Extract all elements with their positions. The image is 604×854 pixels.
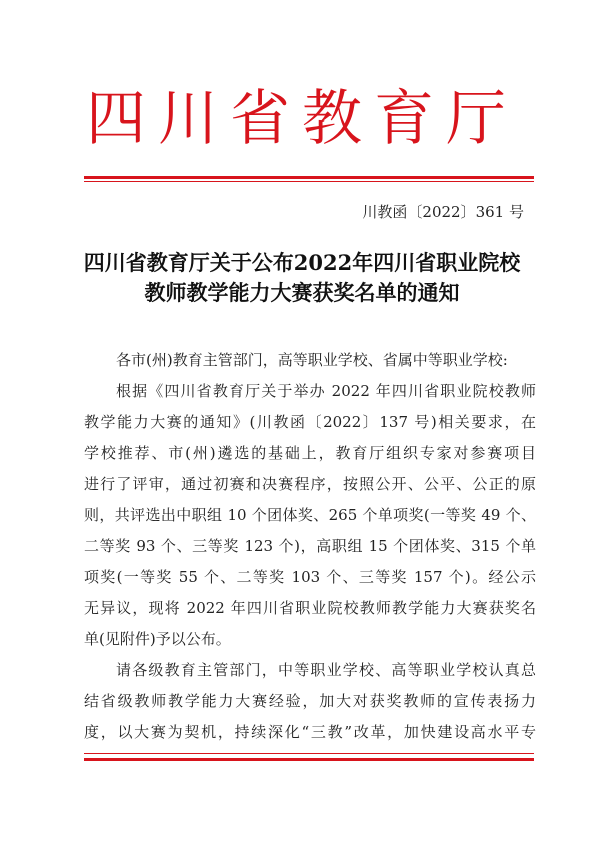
header-red-rule-thin bbox=[84, 181, 534, 182]
header-red-rule-thick bbox=[84, 176, 534, 179]
body-line-text: 进行了评审，通过初赛和决赛程序，按照公开、公平、公正的原 bbox=[84, 475, 536, 493]
body-line bbox=[84, 345, 536, 376]
footer-red-rule-thin bbox=[84, 753, 534, 754]
body-line bbox=[84, 562, 536, 593]
body-line-text: 度，以大赛为契机，持续深化“三教”改革，加快建设高水平专 bbox=[84, 723, 536, 741]
body-line bbox=[84, 531, 536, 562]
body-line-text: 各市(州)教育主管部门，高等职业学校、省属中等职业学校: bbox=[116, 351, 508, 369]
body-line-text: 二等奖 93 个、三等奖 123 个)，高职组 15 个团体奖、315 个单 bbox=[84, 537, 536, 555]
body-line-text: 请各级教育主管部门，中等职业学校、高等职业学校认真总 bbox=[116, 661, 536, 679]
body-line bbox=[84, 376, 536, 407]
body-line bbox=[84, 438, 536, 469]
body-line-text: 项奖(一等奖 55 个、二等奖 103 个、三等奖 157 个)。经公示 bbox=[84, 568, 536, 586]
body-line-text: 结省级教师教学能力大赛经验，加大对获奖教师的宣传表扬力 bbox=[84, 692, 536, 710]
body-line bbox=[84, 593, 536, 624]
footer-red-rule-thick bbox=[84, 758, 534, 761]
document-title bbox=[60, 248, 544, 308]
body-line-text: 根据《四川省教育厅关于举办 2022 年四川省职业院校教师 bbox=[116, 382, 536, 400]
body-line bbox=[84, 469, 536, 500]
body-line-text: 则，共评选出中职组 10 个团体奖、265 个单项奖(一等奖 49 个、 bbox=[84, 506, 536, 524]
body-line-text: 教学能力大赛的通知》(川教函〔2022〕137 号)相关要求，在 bbox=[84, 413, 536, 431]
body-line bbox=[84, 686, 536, 717]
document-title-line: 四川省教育厅关于公布2022年四川省职业院校 bbox=[83, 250, 521, 275]
body-line-text: 单(见附件)予以公布。 bbox=[84, 630, 231, 648]
body-line bbox=[84, 407, 536, 438]
document-body bbox=[84, 345, 536, 748]
body-line bbox=[84, 624, 536, 655]
document-title-line: 教师教学能力大赛获奖名单的通知 bbox=[144, 280, 460, 305]
body-line bbox=[84, 717, 536, 748]
body-line-text: 无异议，现将 2022 年四川省职业院校教师教学能力大赛获奖名 bbox=[84, 599, 536, 617]
body-line-text: 学校推荐、市(州)遴选的基础上，教育厅组织专家对参赛项目 bbox=[84, 444, 536, 462]
agency-title: 四川省教育厅 bbox=[86, 84, 518, 154]
body-line bbox=[84, 500, 536, 531]
document-number: 川教函〔2022〕361 号 bbox=[362, 203, 524, 221]
body-line bbox=[84, 655, 536, 686]
